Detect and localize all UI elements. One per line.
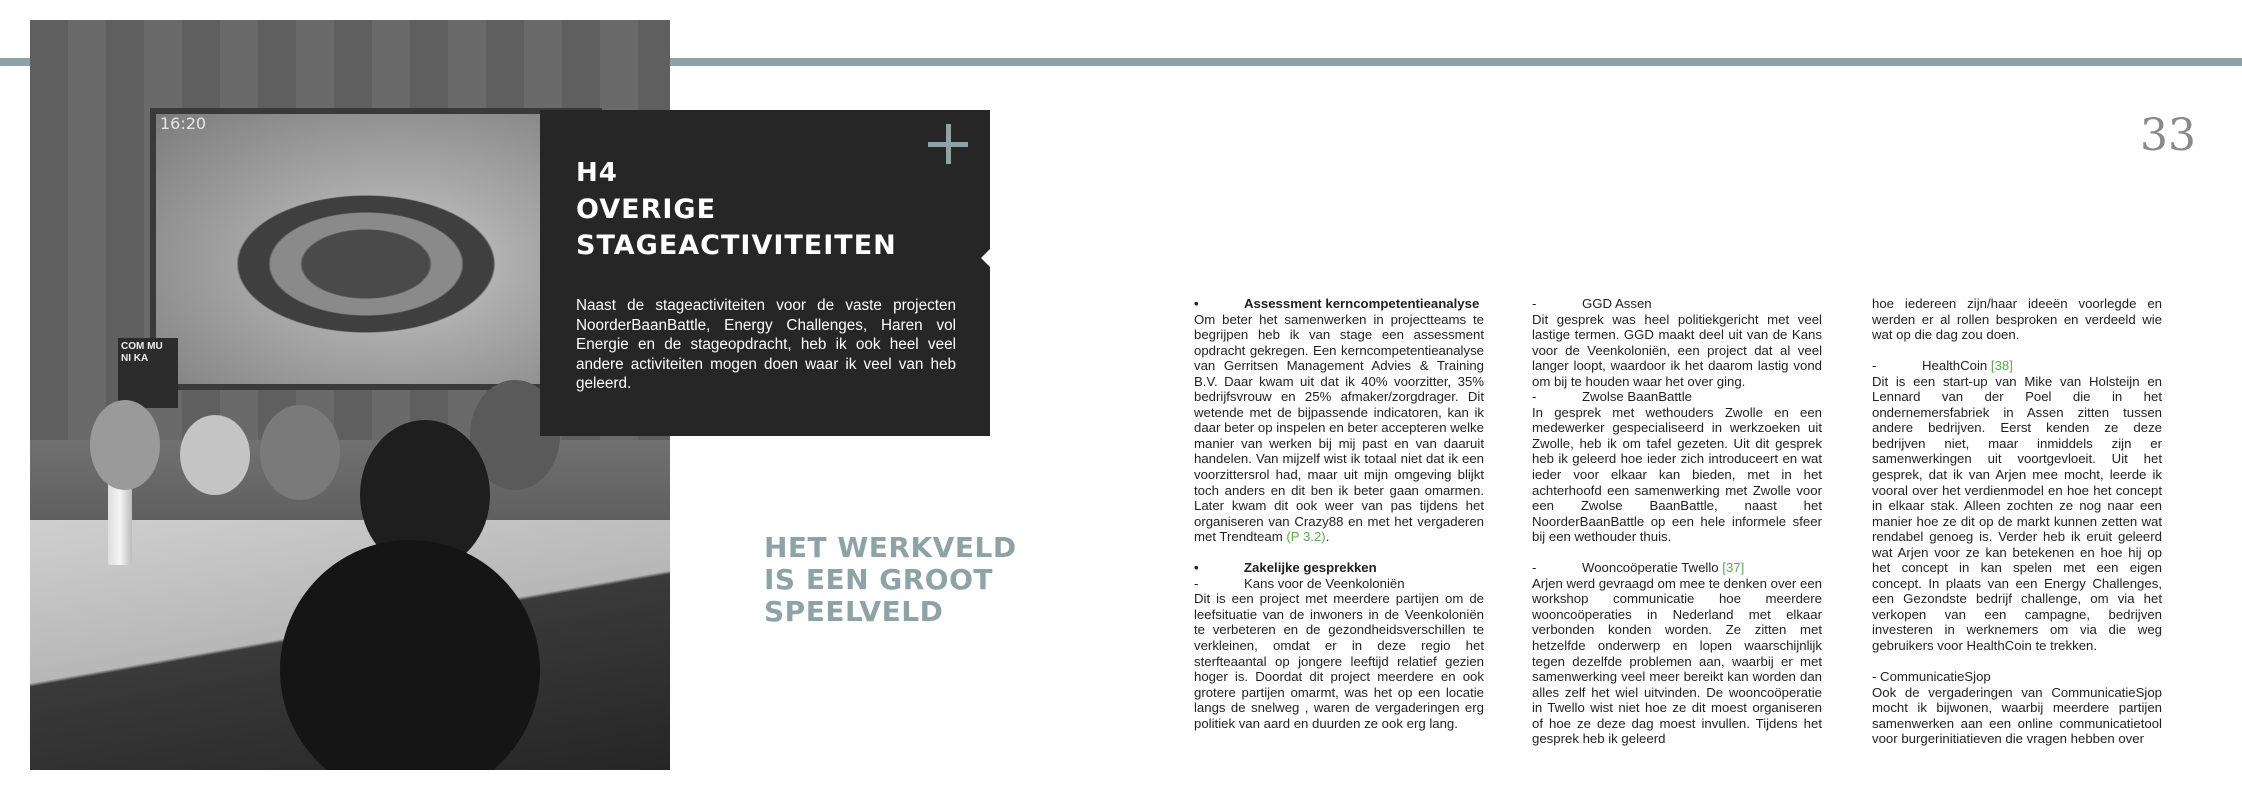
- paragraph-assessment: Om beter het samenwerken in projectteams te begrijpen heb ik van stage een assessment opdracht gekregen. Een kerncompetentieanalyse van Gerritsen Management Advies & Training B.V. Daar kwam uit dat ik 40% voorzitter, 35% bedrijfsvrouw en 25% afmaker/zorgdrager. Dit wetende met de bijpassende indicatoren, kan ik daar beter op inspelen en beter accepteren welke manier van werken bij mij past en van daaruit handelen. Van mijzelf wist ik totaal niet dat ik een voorzittersrol had, maar uit mijn omgeving blijkt toch anders en dit ben ik beter gaan omarmen. Later kwam dit ook weer van pas tijdens het organiseren van Crazy88 en met het vergaderen met Trendteam (P 3.2).: [1194, 311, 1484, 545]
- screen-time: 16:20: [160, 114, 207, 133]
- text-column-3: [1872, 296, 2162, 747]
- text-column-1: [1194, 296, 1484, 731]
- communication-sign: COM MU NI KA: [118, 338, 178, 408]
- projection-screen: [150, 108, 602, 390]
- section-intro: Naast de stageactiviteiten voor de vaste projecten NoorderBaanBattle, Energy Challenges, Haren vol Energie en de stageopdracht, heb ik ook heel veel andere activiteiten mogen doen waar ik veel van heb geleerd.: [576, 297, 956, 393]
- paragraph-healthcoin: Dit is een start-up van Mike van Holsteijn en Lennard van der Poel die in het ondernemersfabriek in Assen zitten tussen andere bedrijven. Eerst kenden ze deze bedrijven niet, maar inmiddels zijn er samenwerkingen uit voortgevloeit. Uit het gesprek, dat ik van Arjen mee mocht, leerde ik vooral over het verdienmodel en hoe het concept in elkaar stak. Alleen zochten ze nog naar een manier hoe ze dit op de markt kunnen zetten wat rendabel genoeg is. Verder heb ik eruit geleerd wat Arjen voor ze kan betekenen en hoe hij op het concept in kan spelen met een eigen concept. In plaats van een Energy Challenges, een Gezondste bedrijf challenge, om via het verkopen van een campagne, bedrijven investeren in werknemers om via die weg gebruikers voor HealthCoin te trekken.: [1872, 373, 2162, 653]
- attendee-head: [260, 405, 340, 500]
- pull-quote-line2: IS EEN GROOT: [764, 563, 994, 596]
- attendee-head: [90, 400, 160, 490]
- pull-quote: [764, 532, 1017, 628]
- heading-assessment: • Assessment kerncompetentieanalyse: [1194, 296, 1480, 311]
- subheading-communicatiesjop: - CommunicatieSjop: [1872, 669, 1991, 685]
- section-code: H4: [576, 158, 618, 188]
- text-column-2: [1532, 296, 1822, 747]
- pull-quote-line1: HET WERKVELD: [764, 531, 1017, 564]
- paragraph-ggd: Dit gesprek was heel politiekgericht met veel lastige termen. GGD maakt deel uit van de Kans voor de Veenkoloniën, een project dat al veel langer loopt, waardoor ik het daarom lastig vond om bij te houden waar het over ging.: [1532, 311, 1822, 389]
- paragraph-zwolse: In gesprek met wethouders Zwolle en een medewerker gespecialiseerd in werkzoeken uit Zwolle, heb ik om tafel gezeten. Uit dit gesprek heb ik geleerd hoe ieder zich introduceert en wat ieder voor elkaar kan bieden, met in het achterhoofd een samenwerking met Zwolle voor een Zwolse BaanBattle, naast het NoorderBaanBattle op een hele informele sfeer bij een wethouder thuis.: [1532, 404, 1822, 545]
- reference-link[interactable]: [38]: [1990, 358, 2013, 374]
- projected-hall: [216, 184, 516, 344]
- subheading-veenkolonien: - Kans voor de Veenkoloniën: [1194, 575, 1405, 591]
- section-title-line1: OVERIGE: [576, 194, 717, 225]
- subheading-healthcoin: - HealthCoin [38]: [1872, 358, 2013, 374]
- section-panel: [540, 110, 990, 436]
- subheading-zwolse: - Zwolse BaanBattle: [1532, 389, 1692, 405]
- pull-quote-line3: SPEELVELD: [764, 595, 944, 628]
- plus-icon: [926, 122, 970, 166]
- subheading-ggd: - GGD Assen: [1532, 296, 1652, 311]
- section-title: [576, 192, 897, 264]
- attendee-head: [180, 415, 250, 495]
- paragraph-twello-continued: hoe iedereen zijn/haar ideeën voorlegde en werden er al rollen besproken en verdeeld wie wat op die dag zou doen.: [1872, 296, 2162, 343]
- page-number: 33: [2140, 110, 2196, 161]
- subheading-twello: - Wooncoöperatie Twello [37]: [1532, 560, 1745, 576]
- paragraph-veenkolonien: Dit is een project met meerdere partijen om de leefsituatie van de inwoners in de Veenkoloniën te verbeteren en de gezondheidsverschillen te verkleinen, omdat er in deze regio het sterfteaantal op jongere leeftijd relatief gezien hoger is. Doordat dit project meerdere en ook grotere partijen omarmt, was het op een locatie langs de snelweg , waren de vergaderingen erg politiek van aard en duurden ze ook erg lang.: [1194, 591, 1484, 731]
- panel-arrow-icon: [981, 248, 991, 268]
- reference-link[interactable]: (P 3.2): [1286, 529, 1326, 545]
- heading-zakelijke: • Zakelijke gesprekken: [1194, 560, 1377, 576]
- paragraph-communicatiesjop: Ook de vergaderingen van CommunicatieSjop mocht ik bijwonen, waarbij meerdere partijen samenwerken aan een online communicatietool voor burgerinitiatieven die vragen hebben over: [1872, 684, 2162, 747]
- section-title-line2: STAGEACTIVITEITEN: [576, 230, 897, 261]
- reference-link[interactable]: [37]: [1722, 560, 1745, 576]
- paragraph-twello: Arjen werd gevraagd om mee te denken over een workshop communicatie hoe meerdere wooncoöperaties in Nederland met elkaar verbonden konden worden. Ze zitten met hetzelfde onderwerp en lopen waarschijnlijk tegen dezelfde problemen aan, waarbij er met samenwerking veel meer bereikt kan worden dan alles zelf het wiel uitvinden. De wooncoöperatie in Twello wist niet hoe ze dit moest organiseren of hoe ze deze dag moest invullen. Tijdens het gesprek heb ik geleerd: [1532, 575, 1822, 747]
